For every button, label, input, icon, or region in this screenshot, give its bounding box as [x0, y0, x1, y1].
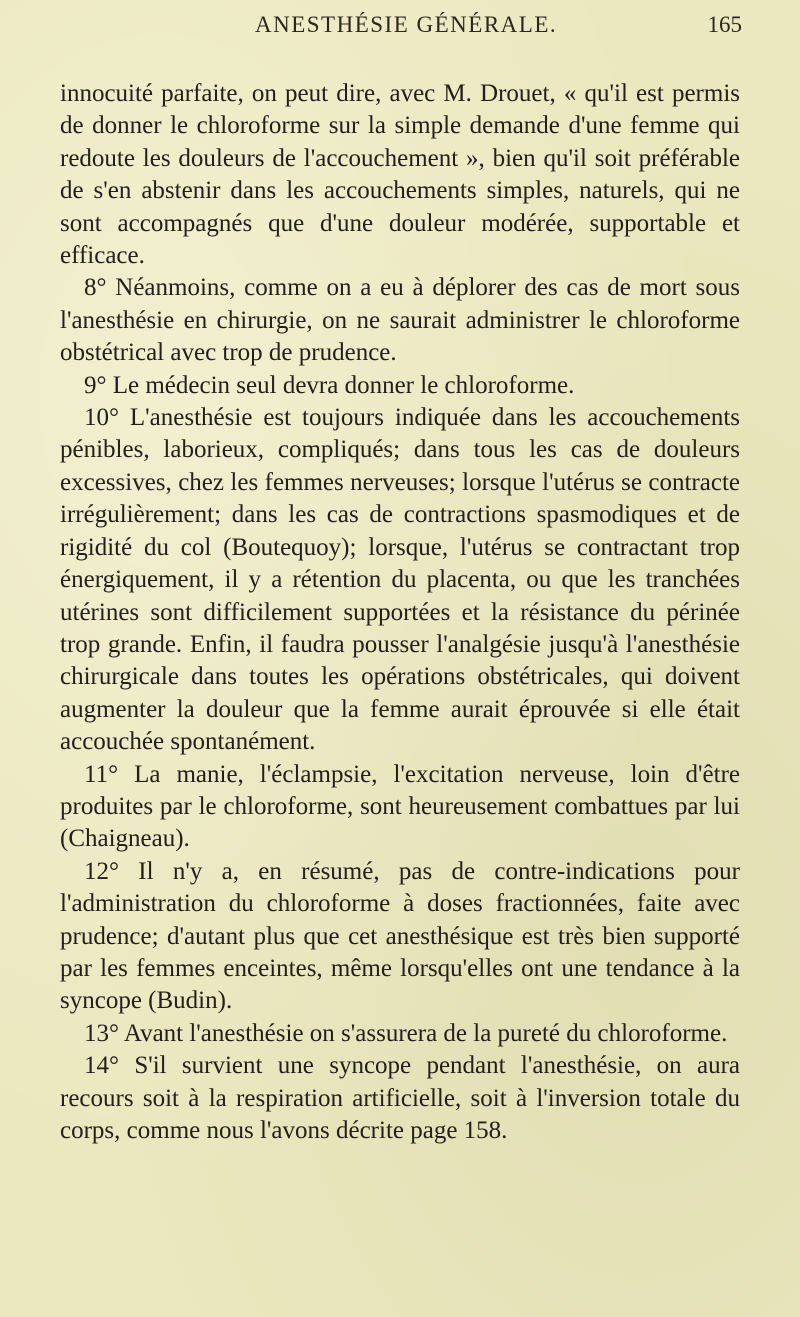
paragraph-continuation: innocuité parfaite, on peut dire, avec M. Drouet, « qu'il est permis de donner le chloroforme sur la simple demande d'une femme qui redoute les douleurs de l'accouchement », bien qu'il soit préférable de s'en abstenir dans les accouchements simples, naturels, qui ne sont accompagnés que d'une douleur modérée, supportable et efficace.	[60, 80, 740, 270]
paragraph-item-10: 10° L'anesthésie est toujours indiquée dans les accouchements pénibles, laborieux, compliqués; dans tous les cas de douleurs excessives, chez les femmes nerveuses; lorsque l'utérus se contracte irrégulièrement; dans les cas de contractions spasmodiques et de rigidité du col (Boutequoy); lorsque, l'utérus se contractant trop énergiquement, il y a rétention du placenta, ou que les tranchées utérines sont difficilement supportées et la résistance du périnée trop grande. Enfin, il faudra pousser l'analgésie jusqu'à l'anesthésie chirurgicale dans toutes les opérations obstétricales, qui doivent augmenter la douleur que la femme aurait éprouvée si elle était accouchée spontanément.	[60, 404, 740, 756]
paragraph-item-12: 12° Il n'y a, en résumé, pas de contre-indications pour l'administration du chloroforme à doses fractionnées, faite avec prudence; d'autant plus que cet anesthésique est très bien supporté par les femmes enceintes, même lorsqu'elles ont une tendance à la syncope (Budin).	[60, 857, 740, 1015]
paragraph-item-8: 8° Néanmoins, comme on a eu à déplorer des cas de mort sous l'anesthésie en chirurgie, on ne saurait administrer le chloroforme obstétrical avec trop de prudence.	[60, 274, 740, 367]
running-title: ANESTHÉSIE GÉNÉRALE.	[255, 12, 558, 37]
paragraph-item-11: 11° La manie, l'éclampsie, l'excitation nerveuse, loin d'être produites par le chloroforme, sont heureusement combattues par lui (Chaigneau).	[60, 760, 740, 853]
running-head	[0, 8, 800, 52]
body-text	[60, 78, 740, 1147]
paragraph-item-14: 14° S'il survient une syncope pendant l'anesthésie, on aura recours soit à la respiration artificielle, soit à l'inversion totale du corps, comme nous l'avons décrite page 158.	[60, 1052, 740, 1144]
paragraph-item-9: 9° Le médecin seul devra donner le chloroforme.	[84, 371, 575, 399]
page-number: 165	[707, 12, 742, 37]
paragraph-item-13: 13° Avant l'anesthésie on s'assurera de la pureté du chloroforme.	[84, 1019, 728, 1047]
